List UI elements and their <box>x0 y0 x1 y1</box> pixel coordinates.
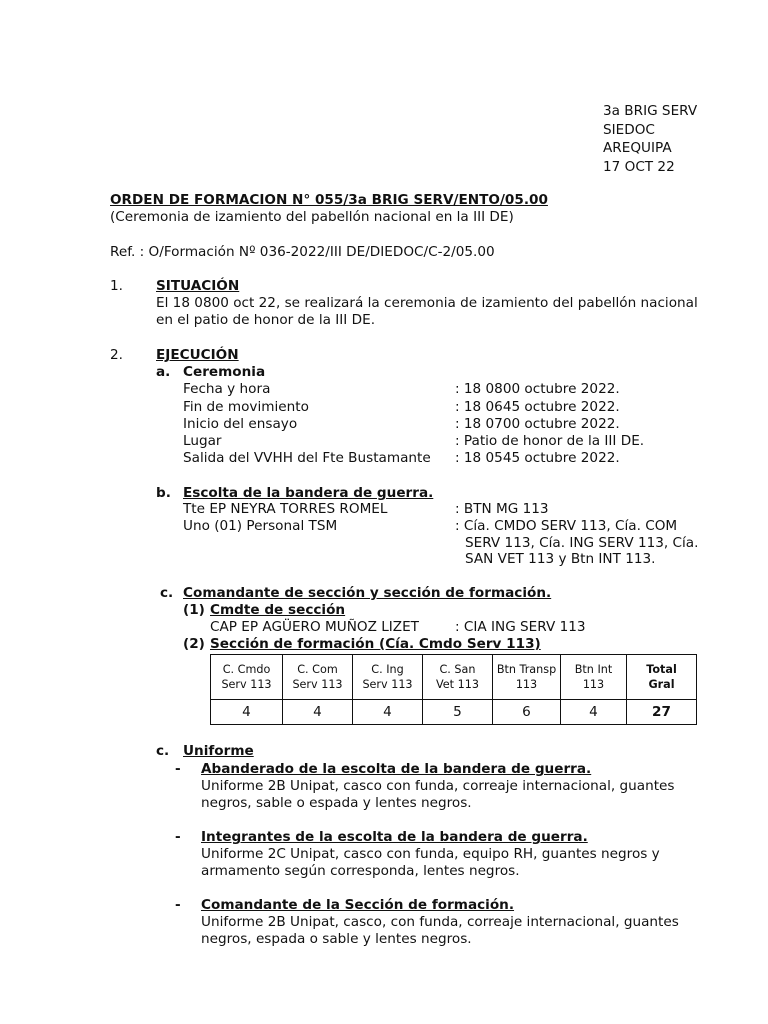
table-header-total: Total Gral <box>627 655 697 700</box>
formation-table <box>210 654 697 725</box>
ceremonia-heading: Ceremonia <box>183 364 266 380</box>
uniforme-item-line: Uniforme 2C Unipat, casco con funda, equipo RH, guantes negros y <box>201 846 660 862</box>
header-office: SIEDOC <box>603 121 655 138</box>
uniforme-item-title: Integrantes de la escolta de la bandera de guerra. <box>201 829 588 845</box>
ceremonia-row-value: : Patio de honor de la III DE. <box>455 433 645 449</box>
table-header-cell: Btn Transp 113 <box>493 655 561 700</box>
uniforme-heading: Uniforme <box>183 743 254 759</box>
ceremonia-row-value: : 18 0800 octubre 2022. <box>455 381 620 397</box>
uniforme-item-dash: - <box>175 897 181 913</box>
table-cell: 5 <box>423 700 493 725</box>
ceremonia-row-label: Fin de movimiento <box>183 399 309 415</box>
escolta-row-value-continued: SERV 113, Cía. ING SERV 113, Cía. <box>465 535 699 551</box>
uniforme-marker: c. <box>156 743 170 759</box>
table-row <box>211 700 697 725</box>
cmdte-subsection-heading: Cmdte de sección <box>210 602 346 618</box>
ceremonia-row-label: Inicio del ensayo <box>183 416 298 432</box>
order-title: ORDEN DE FORMACION N° 055/3a BRIG SERV/ENTO/05.00 <box>110 192 548 208</box>
header-unit: 3a BRIG SERV <box>603 103 698 119</box>
escolta-row-label: Tte EP NEYRA TORRES ROMEL <box>183 501 388 517</box>
uniforme-item-dash: - <box>175 829 181 845</box>
order-reference: Ref. : O/Formación Nº 036-2022/III DE/DIEDOC/C-2/05.00 <box>110 244 495 260</box>
situacion-line: El 18 0800 oct 22, se realizará la ceremonia de izamiento del pabellón nacional <box>156 295 698 311</box>
comandante-marker: c. <box>160 585 174 601</box>
ceremonia-row-label: Salida del VVHH del Fte Bustamante <box>183 450 431 466</box>
table-cell: 4 <box>561 700 627 725</box>
table-header-row <box>211 655 697 700</box>
header-date: 17 OCT 22 <box>603 158 675 175</box>
order-subtitle: (Ceremonia de izamiento del pabellón nacional en la III DE) <box>110 209 514 225</box>
ceremonia-row-label: Lugar <box>183 433 222 449</box>
ceremonia-row-label: Fecha y hora <box>183 381 271 397</box>
section-number: 2. <box>110 347 123 363</box>
escolta-row-value: : BTN MG 113 <box>455 501 549 517</box>
header-block <box>603 102 697 176</box>
uniforme-item-line: negros, sable o espada y lentes negros. <box>201 795 472 811</box>
section-number: 1. <box>110 278 123 294</box>
table-cell: 6 <box>493 700 561 725</box>
table-cell-total: 27 <box>627 700 697 725</box>
ejecucion-heading: EJECUCIÓN <box>156 347 239 363</box>
cmdte-unit: : CIA ING SERV 113 <box>455 619 586 635</box>
cmdte-subsection-marker: (1) <box>183 602 205 618</box>
situacion-line: en el patio de honor de la III DE. <box>156 312 376 328</box>
ceremonia-row-value: : 18 0545 octubre 2022. <box>455 450 620 466</box>
cmdte-name: CAP EP AGÜERO MUÑOZ LIZET <box>210 619 419 635</box>
escolta-marker: b. <box>156 485 171 501</box>
table-header-cell: C. San Vet 113 <box>423 655 493 700</box>
table-header-cell: C. Com Serv 113 <box>283 655 353 700</box>
table-cell: 4 <box>283 700 353 725</box>
seccion-subsection-marker: (2) <box>183 636 205 652</box>
table-cell: 4 <box>353 700 423 725</box>
table-header-cell: C. Cmdo Serv 113 <box>211 655 283 700</box>
comandante-heading: Comandante de sección y sección de formación. <box>183 585 552 601</box>
uniforme-item-line: Uniforme 2B Unipat, casco con funda, correaje internacional, guantes <box>201 778 675 794</box>
situacion-heading: SITUACIÓN <box>156 278 240 294</box>
uniforme-item-dash: - <box>175 761 181 777</box>
ceremonia-marker: a. <box>156 364 171 380</box>
uniforme-item-title: Comandante de la Sección de formación. <box>201 897 515 913</box>
table-header-cell: C. Ing Serv 113 <box>353 655 423 700</box>
ceremonia-row-value: : 18 0645 octubre 2022. <box>455 399 620 415</box>
uniforme-item-line: Uniforme 2B Unipat, casco, con funda, correaje internacional, guantes <box>201 914 679 930</box>
uniforme-item-line: armamento según corresponda, lentes negros. <box>201 863 520 879</box>
table-cell: 4 <box>211 700 283 725</box>
uniforme-item-title: Abanderado de la escolta de la bandera de guerra. <box>201 761 592 777</box>
seccion-subsection-heading: Sección de formación (Cía. Cmdo Serv 113) <box>210 636 541 652</box>
header-city: AREQUIPA <box>603 140 672 156</box>
escolta-row-value-continued: SAN VET 113 y Btn INT 113. <box>465 551 656 567</box>
escolta-heading: Escolta de la bandera de guerra. <box>183 485 434 501</box>
escolta-row-label: Uno (01) Personal TSM <box>183 518 338 534</box>
table-header-cell: Btn Int 113 <box>561 655 627 700</box>
ceremonia-row-value: : 18 0700 octubre 2022. <box>455 416 620 432</box>
escolta-row-value: : Cía. CMDO SERV 113, Cía. COM <box>455 518 678 534</box>
uniforme-item-line: negros, espada o sable y lentes negros. <box>201 931 472 947</box>
